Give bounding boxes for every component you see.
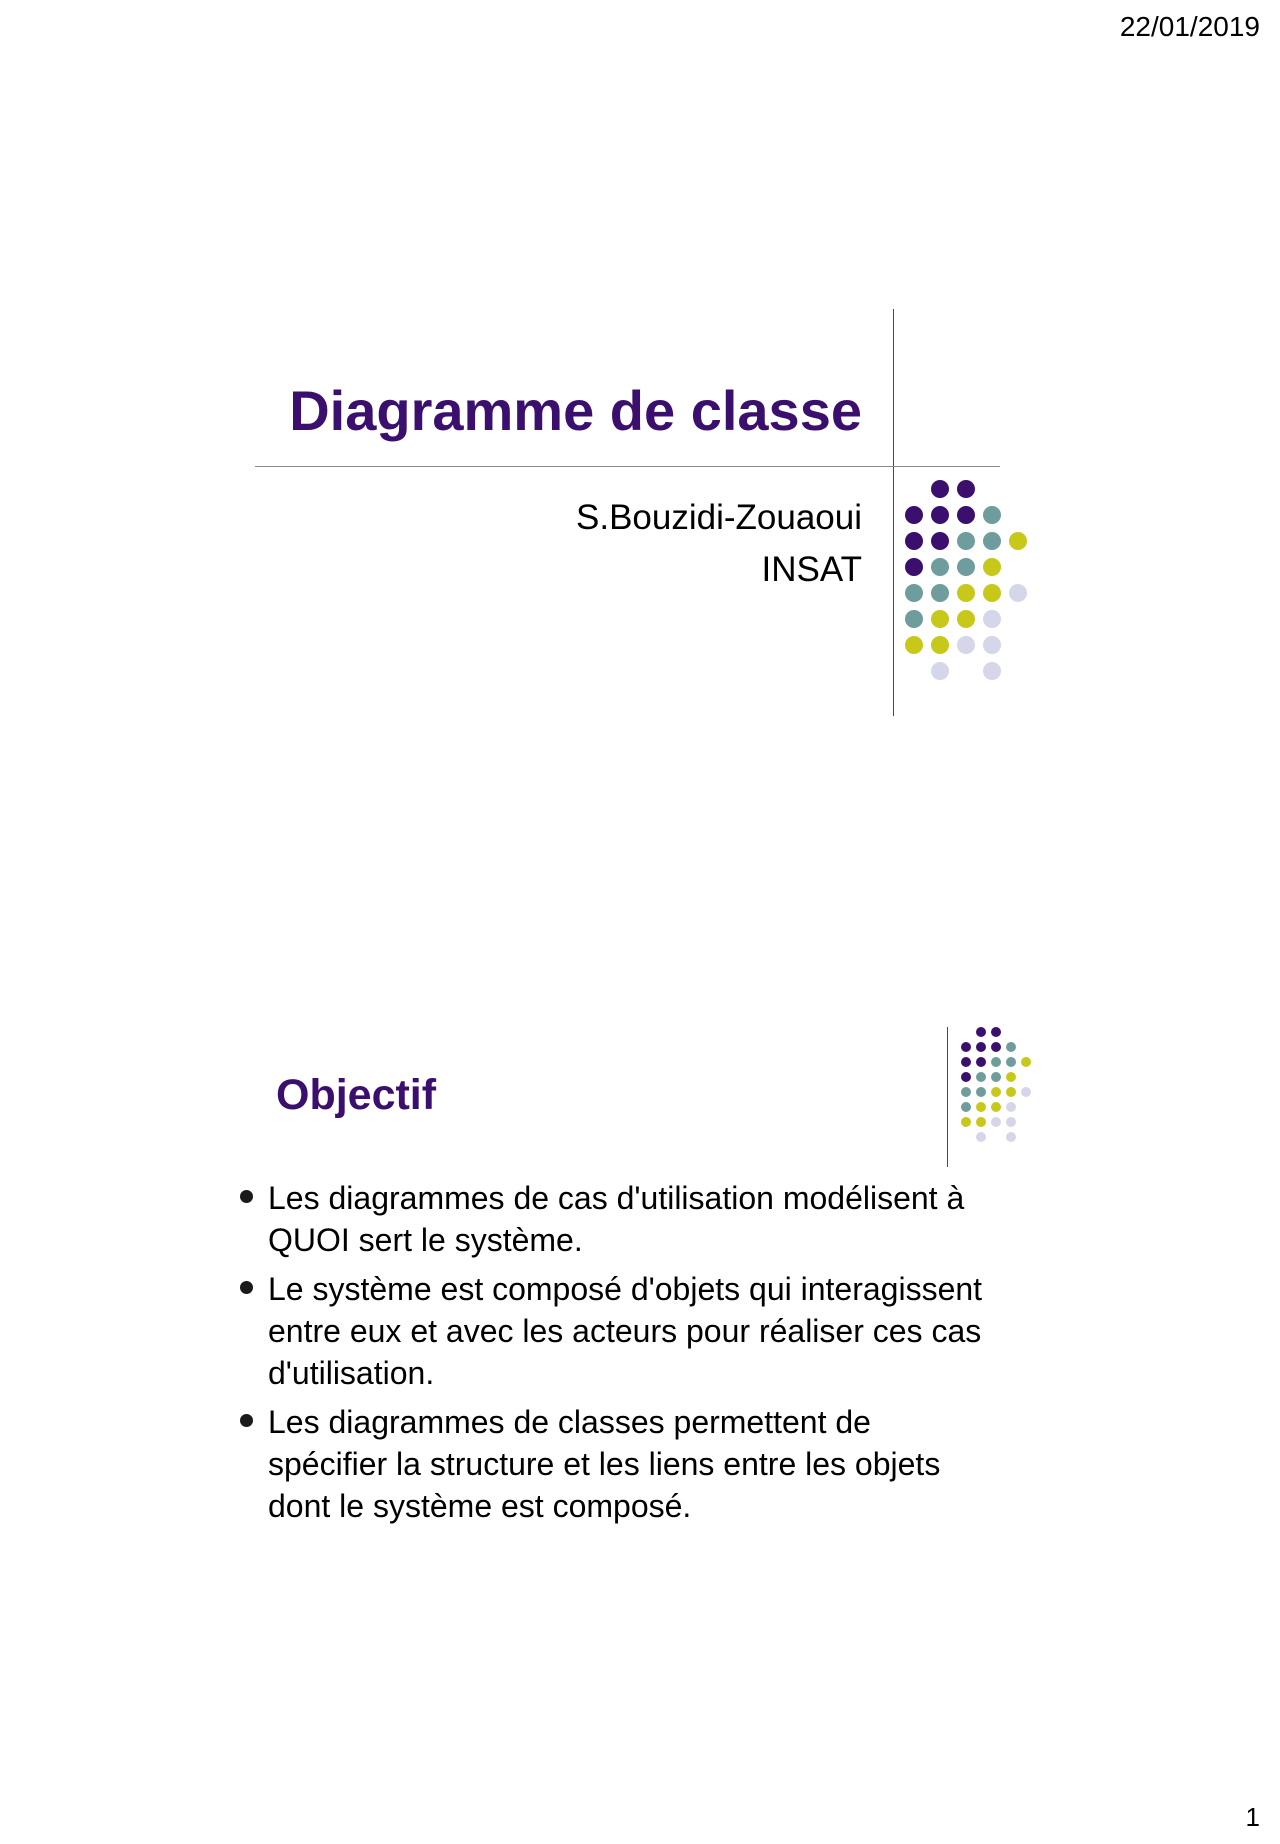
decorative-dot xyxy=(957,532,975,550)
decorative-dot xyxy=(976,1132,986,1142)
decorative-dot xyxy=(957,558,975,576)
author-name: S.Bouzidi-Zouaoui xyxy=(576,498,862,537)
vertical-divider xyxy=(893,309,894,716)
author-block xyxy=(450,492,862,596)
decorative-dot xyxy=(991,1102,1001,1112)
decorative-dot xyxy=(983,584,1001,602)
vertical-divider xyxy=(947,1027,948,1167)
bullet-text-line: entre eux et avec les acteurs pour réaliser ces cas xyxy=(268,1313,982,1349)
decorative-dot xyxy=(976,1027,986,1037)
bullet-dot-icon xyxy=(240,1414,253,1427)
decorative-dot xyxy=(1021,1057,1031,1067)
bullet-text-line: dont le système est composé. xyxy=(268,1488,692,1524)
decorative-dot xyxy=(976,1117,986,1127)
bullet-item xyxy=(232,1401,1092,1527)
decorative-dot xyxy=(931,506,949,524)
decorative-dot xyxy=(983,662,1001,680)
decorative-dot xyxy=(983,636,1001,654)
decorative-dot xyxy=(961,1042,971,1052)
decorative-dot xyxy=(961,1102,971,1112)
decorative-dot xyxy=(1021,1087,1031,1097)
decorative-dot xyxy=(957,584,975,602)
decorative-dot xyxy=(976,1057,986,1067)
horizontal-divider xyxy=(255,466,1000,467)
bullet-text-line: QUOI sert le système. xyxy=(268,1222,583,1258)
decorative-dot xyxy=(961,1057,971,1067)
bullet-text-line: Les diagrammes de classes permettent de xyxy=(268,1404,871,1440)
decorative-dot xyxy=(931,584,949,602)
bullet-dot-icon xyxy=(240,1281,253,1294)
decorative-dot xyxy=(1006,1102,1016,1112)
decorative-dot xyxy=(957,610,975,628)
decorative-dot xyxy=(961,1087,971,1097)
decorative-dot xyxy=(983,558,1001,576)
decorative-dot xyxy=(905,610,923,628)
decorative-dot xyxy=(1006,1072,1016,1082)
decorative-dot xyxy=(957,636,975,654)
decorative-dot xyxy=(1009,584,1027,602)
decorative-dot xyxy=(991,1087,1001,1097)
decorative-dot xyxy=(1006,1042,1016,1052)
decorative-dot xyxy=(905,636,923,654)
decorative-dot xyxy=(991,1042,1001,1052)
decorative-dot xyxy=(983,532,1001,550)
bullet-dot-icon xyxy=(240,1190,253,1203)
dot-grid-decoration xyxy=(904,479,1044,683)
bullet-item xyxy=(232,1177,1092,1261)
decorative-dot xyxy=(976,1072,986,1082)
decorative-dot xyxy=(1009,532,1027,550)
decorative-dot xyxy=(991,1117,1001,1127)
decorative-dot xyxy=(991,1072,1001,1082)
decorative-dot xyxy=(1006,1087,1016,1097)
page-number: 1 xyxy=(1245,1802,1260,1832)
slide-heading: Objectif xyxy=(276,1071,437,1119)
decorative-dot xyxy=(983,506,1001,524)
bullet-text-line: spécifier la structure et les liens entre les objets xyxy=(268,1446,941,1482)
decorative-dot xyxy=(957,506,975,524)
decorative-dot xyxy=(931,662,949,680)
page-date: 22/01/2019 xyxy=(1119,11,1260,42)
slide-title: Diagramme de classe xyxy=(289,379,862,442)
dot-grid-decoration xyxy=(958,1024,1038,1144)
institution-name: INSAT xyxy=(761,550,862,589)
decorative-dot xyxy=(1006,1117,1016,1127)
decorative-dot xyxy=(957,480,975,498)
decorative-dot xyxy=(976,1102,986,1112)
decorative-dot xyxy=(931,532,949,550)
decorative-dot xyxy=(931,610,949,628)
decorative-dot xyxy=(991,1057,1001,1067)
decorative-dot xyxy=(1006,1132,1016,1142)
decorative-dot xyxy=(905,506,923,524)
decorative-dot xyxy=(931,480,949,498)
decorative-dot xyxy=(976,1042,986,1052)
bullet-text-line: Les diagrammes de cas d'utilisation modélisent à xyxy=(268,1180,965,1216)
decorative-dot xyxy=(961,1072,971,1082)
decorative-dot xyxy=(991,1027,1001,1037)
decorative-dot xyxy=(961,1117,971,1127)
decorative-dot xyxy=(983,610,1001,628)
decorative-dot xyxy=(1006,1057,1016,1067)
decorative-dot xyxy=(905,584,923,602)
decorative-dot xyxy=(976,1087,986,1097)
decorative-dot xyxy=(931,636,949,654)
bullet-list xyxy=(232,1177,1092,1534)
bullet-item xyxy=(232,1268,1092,1394)
bullet-text-line: d'utilisation. xyxy=(268,1355,435,1391)
decorative-dot xyxy=(905,532,923,550)
decorative-dot xyxy=(931,558,949,576)
decorative-dot xyxy=(905,558,923,576)
bullet-text-line: Le système est composé d'objets qui interagissent xyxy=(268,1271,983,1307)
